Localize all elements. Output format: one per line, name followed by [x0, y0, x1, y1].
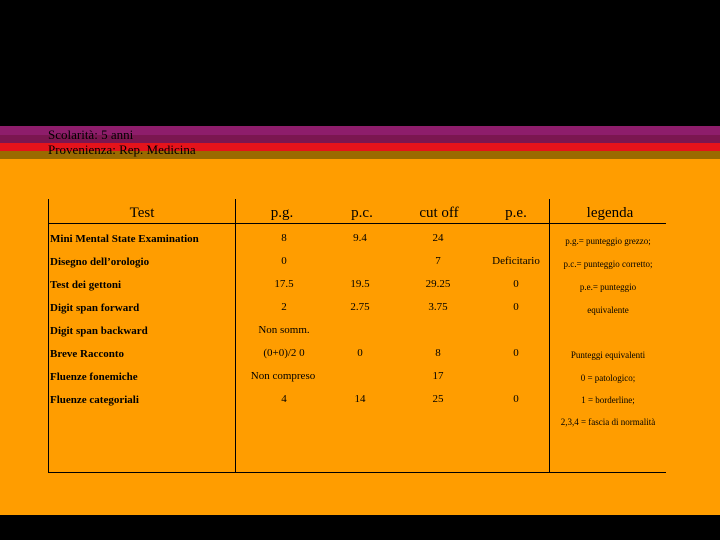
pe-value: 0 — [513, 278, 519, 290]
legend-line: p.e.= punteggio — [579, 282, 637, 292]
column-header-test: Test — [129, 205, 155, 221]
pe-value: 0 — [513, 393, 519, 405]
cutoff-value: 8 — [435, 347, 441, 359]
pg-value: 17.5 — [274, 278, 294, 290]
table-border-bottom — [48, 472, 666, 473]
legend-line: p.c.= punteggio corretto; — [563, 259, 653, 269]
pg-value: 0 — [281, 255, 287, 267]
pg-value: Non compreso — [250, 370, 316, 382]
pg-value: (0+0)/2 0 — [263, 347, 305, 359]
legend-line: 2,3,4 = fascia di normalità — [560, 417, 656, 427]
pc-value: 14 — [354, 393, 366, 405]
pc-value: 19.5 — [350, 278, 370, 290]
test-name: Test dei gettoni — [50, 279, 122, 291]
cutoff-value: 7 — [435, 255, 441, 267]
patient-info — [48, 127, 196, 157]
table-divider — [235, 199, 236, 473]
test-name: Digit span backward — [50, 325, 148, 337]
legend-line: Punteggi equivalenti — [570, 350, 646, 360]
pe-value: 0 — [513, 347, 519, 359]
legend-line: equivalente — [587, 305, 629, 315]
column-header-pc: p.c. — [351, 205, 373, 221]
test-name: Fluenze fonemiche — [50, 371, 138, 383]
legend-line: 1 = borderline; — [581, 395, 635, 405]
test-name: Fluenze categoriali — [50, 394, 139, 406]
pg-value: 8 — [281, 232, 287, 244]
table-divider — [549, 199, 550, 473]
schooling-line: Scolarità: 5 anni — [48, 127, 134, 142]
pc-value: 9.4 — [353, 232, 367, 244]
legend-line: 0 = patologico; — [580, 373, 636, 383]
pe-value: 0 — [513, 301, 519, 313]
cutoff-value: 17 — [432, 370, 444, 382]
table-border-left — [48, 199, 49, 473]
cutoff-value: 24 — [432, 232, 444, 244]
column-header-legenda: legenda — [586, 205, 634, 221]
test-name: Digit span forward — [50, 302, 140, 314]
pc-value: 2.75 — [350, 301, 370, 313]
pc-value: 0 — [357, 347, 363, 359]
pg-value: 4 — [281, 393, 287, 405]
test-name: Mini Mental State Examination — [50, 233, 199, 245]
origin-line: Provenienza: Rep. Medicina — [48, 142, 196, 157]
column-header-cutoff: cut off — [419, 205, 459, 221]
column-header-pg: p.g. — [270, 205, 294, 221]
legend-line: p.g.= punteggio grezzo; — [565, 236, 651, 246]
pg-value: 2 — [281, 301, 287, 313]
cutoff-value: 25 — [432, 393, 444, 405]
header-rule — [48, 223, 666, 224]
test-name: Disegno dell’orologio — [50, 256, 150, 268]
cutoff-value: 3.75 — [428, 301, 448, 313]
test-name: Breve Racconto — [50, 348, 125, 360]
column-header-pe: p.e. — [505, 205, 527, 221]
pg-value: Non somm. — [258, 324, 310, 336]
cutoff-value: 29.25 — [425, 278, 451, 290]
pe-value: Deficitario — [492, 255, 540, 267]
